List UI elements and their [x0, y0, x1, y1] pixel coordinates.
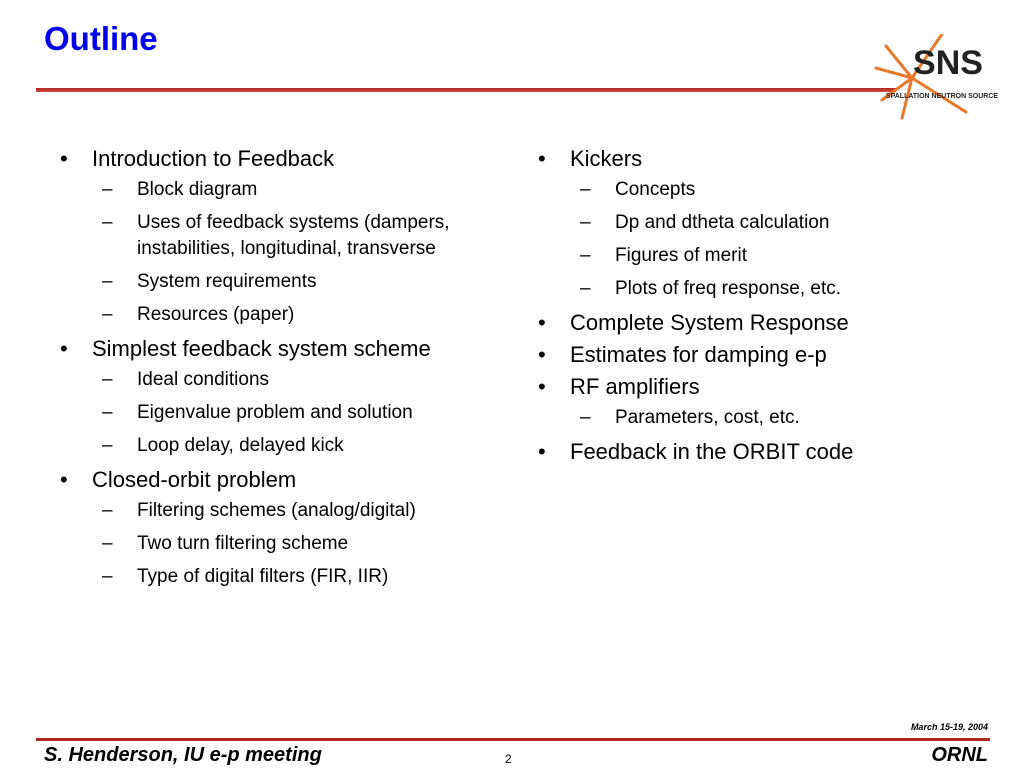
bullet-dot-icon: • [538, 146, 546, 171]
sub-bullet-item [60, 302, 500, 328]
sub-bullet-text: System requirements [137, 271, 317, 292]
sub-bullet-list [60, 498, 500, 590]
sub-bullet-item [538, 243, 958, 269]
sub-bullet-item [538, 405, 958, 431]
bullet-text: Estimates for damping e-p [570, 342, 827, 367]
bullet-item [538, 438, 958, 466]
sub-bullet-list [60, 177, 500, 328]
sub-bullet-item [60, 400, 500, 426]
sub-bullet-item [60, 433, 500, 459]
page-number: 2 [505, 752, 512, 766]
bullet-dot-icon: • [538, 374, 546, 399]
sub-bullet-text: Plots of freq response, etc. [615, 278, 842, 299]
title-divider [36, 88, 896, 92]
sub-bullet-item [538, 276, 958, 302]
bullet-item [538, 373, 958, 401]
bullet-item [538, 309, 958, 337]
bullet-dot-icon: • [538, 342, 546, 367]
sub-bullet-item [538, 177, 958, 203]
sub-bullet-text: Filtering schemes (analog/digital) [137, 500, 416, 521]
dash-icon: – [580, 278, 591, 299]
sub-bullet-text: Type of digital filters (FIR, IIR) [137, 566, 389, 587]
bullet-dot-icon: • [60, 146, 68, 171]
bullet-item [538, 145, 958, 173]
slide-title: Outline [44, 20, 158, 57]
bullet-dot-icon: • [60, 467, 68, 492]
bullet-dot-icon: • [60, 336, 68, 361]
footer-author: S. Henderson, IU e-p meeting [44, 744, 322, 766]
sub-bullet-item [60, 210, 500, 262]
right-column [538, 142, 958, 470]
bullet-text: Closed-orbit problem [92, 467, 297, 492]
dash-icon: – [580, 245, 591, 266]
left-bullet-list [60, 145, 500, 590]
sub-bullet-item [60, 269, 500, 295]
bullet-dot-icon: • [538, 310, 546, 335]
dash-icon: – [102, 369, 113, 390]
dash-icon: – [102, 271, 113, 292]
sub-bullet-text: Resources (paper) [137, 304, 295, 325]
sub-bullet-item [60, 564, 500, 590]
logo-text: SNS [913, 44, 983, 82]
dash-icon: – [102, 304, 113, 325]
dash-icon: – [102, 212, 113, 233]
dash-icon: – [102, 435, 113, 456]
sub-bullet-item [60, 531, 500, 557]
bullet-text: Feedback in the ORBIT code [570, 439, 854, 464]
footer-date: March 15-19, 2004 [910, 722, 988, 732]
sub-bullet-item [60, 367, 500, 393]
sub-bullet-list [60, 367, 500, 459]
sub-bullet-text: Loop delay, delayed kick [137, 435, 344, 456]
dash-icon: – [102, 179, 113, 200]
bullet-text: Complete System Response [570, 310, 849, 335]
bullet-dot-icon: • [538, 439, 546, 464]
bullet-item [60, 466, 500, 494]
bullet-text: Simplest feedback system scheme [92, 336, 431, 361]
sns-logo [872, 34, 1000, 120]
sub-bullet-text: Concepts [615, 179, 696, 200]
sub-bullet-list [538, 405, 958, 431]
right-bullet-list [538, 145, 958, 466]
dash-icon: – [580, 407, 591, 428]
sub-bullet-text: Block diagram [137, 179, 258, 200]
sub-bullet-text: Uses of feedback systems (dampers, instabilities, longitudinal, transverse [137, 212, 450, 259]
dash-icon: – [580, 212, 591, 233]
sub-bullet-text: Ideal conditions [137, 369, 270, 390]
sub-bullet-text: Parameters, cost, etc. [615, 407, 800, 428]
dash-icon: – [580, 179, 591, 200]
sub-bullet-list [538, 177, 958, 302]
bullet-item [60, 335, 500, 363]
sub-bullet-text: Dp and dtheta calculation [615, 212, 830, 233]
bullet-text: Introduction to Feedback [92, 146, 335, 171]
dash-icon: – [102, 533, 113, 554]
sub-bullet-text: Figures of merit [615, 245, 747, 266]
bullet-text: Kickers [570, 146, 643, 171]
sub-bullet-item [60, 498, 500, 524]
sub-bullet-item [538, 210, 958, 236]
footer-divider [36, 738, 990, 741]
bullet-item [538, 341, 958, 369]
dash-icon: – [102, 566, 113, 587]
sub-bullet-item [60, 177, 500, 203]
dash-icon: – [102, 402, 113, 423]
dash-icon: – [102, 500, 113, 521]
logo-subtext: SPALLATION NEUTRON SOURCE [885, 93, 999, 100]
left-column [60, 142, 500, 597]
sub-bullet-text: Two turn filtering scheme [137, 533, 349, 554]
bullet-text: RF amplifiers [570, 374, 700, 399]
sub-bullet-text: Eigenvalue problem and solution [137, 402, 413, 423]
bullet-item [60, 145, 500, 173]
footer-org: ORNL [931, 744, 988, 766]
